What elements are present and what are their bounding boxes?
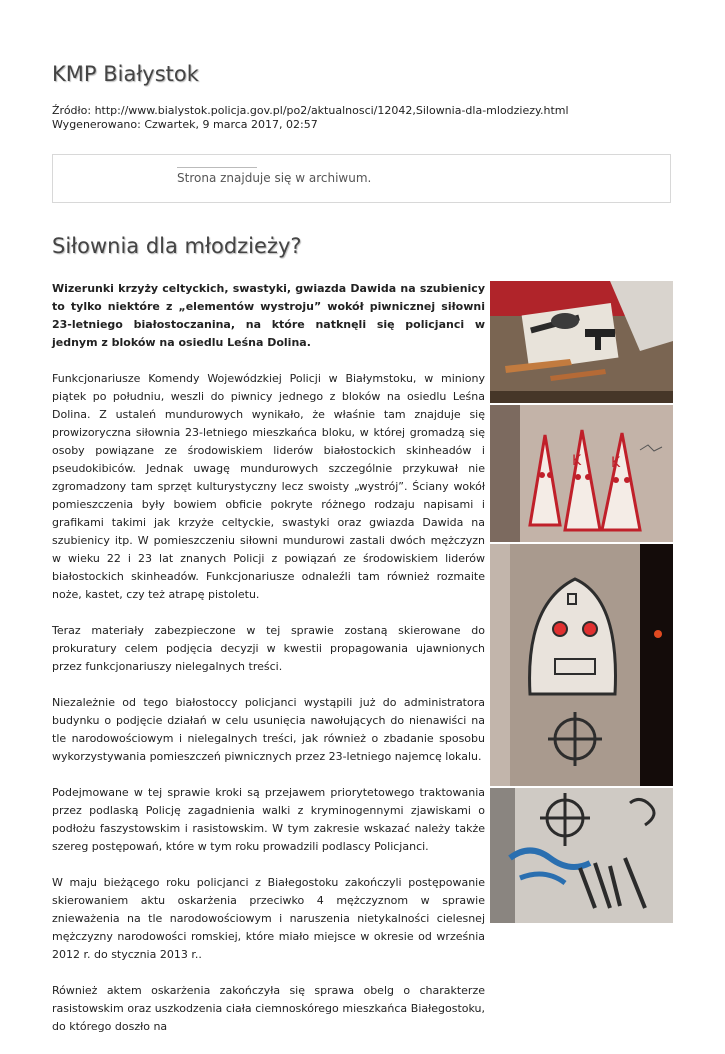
photo-knives	[490, 281, 673, 403]
document-meta	[52, 104, 569, 132]
site-title: KMP Białystok	[52, 62, 199, 86]
article-body	[52, 280, 485, 1054]
article-paragraph: Niezależnie od tego białostoccy policjanci wystąpili już do administratora budynku o podjęcie działań w celu usunięcia nawołujących do nienawiści na tle narodowościowym i nielegalnych treści, jak również o zbadanie sposobu wykorzystywania pomieszczeń piwnicznych przez 23-letniego najemcę lokalu.	[52, 696, 485, 763]
article-paragraph: Również aktem oskarżenia zakończyła się sprawa obelg o charakterze rasistowskim oraz uszkodzenia ciała ciemnoskórego mieszkańca Białegostoku, do którego doszło na	[52, 984, 485, 1033]
photo-celtic-cross-graffiti	[490, 788, 673, 923]
article-title: Siłownia dla młodzieży?	[52, 234, 302, 258]
source-line: Źródło: http://www.bialystok.policja.gov.pl/po2/aktualnosci/12042,Silownia-dla-mlodziezy.html	[52, 104, 569, 117]
article-paragraph: W maju bieżącego roku policjanci z Białegostoku zakończyli postępowanie skierowaniem aktu oskarżenia przeciwko 4 mężczyznom w sprawie znieważenia na tle narodowościowym i naruszenia nietykalności cielesnej mężczyzny narodowości romskiej, które miało miejsce w okresie od września 2012 r. do stycznia 2013 r..	[52, 876, 485, 961]
article-lead: Wizerunki krzyży celtyckich, swastyki, gwiazda Dawida na szubienicy to tylko niektóre z „elementów wystroju” wokół piwnicznej siłowni 23-letniego białostoczanina, na które natknęli się policjanci w jednym z bloków na osiedlu Leśna Dolina.	[52, 282, 485, 349]
photo-kkk-graffiti	[490, 405, 673, 542]
svg-text:K: K	[611, 455, 621, 471]
archive-notice-box	[52, 154, 671, 203]
archive-divider	[177, 167, 257, 168]
svg-text:K: K	[572, 453, 582, 469]
article-paragraph: Funkcjonariusze Komendy Wojewódzkiej Policji w Białymstoku, w miniony piątek po południu, weszli do piwnicy jednego z bloków na osiedlu Leśna Dolina. Z ustaleń mundurowych wynikało, że właśnie tam znajduje się prowizoryczna siłownia 23-letniego mieszkańca bloku, w której gromadzą się osoby powiązane ze środowiskiem liderów białostockich skinheadów i pseudokibiców. Jednak uwagę mundurowych szczególnie przykuwał nie zgromadzony tam sprzęt kulturystyczny lecz swoisty „wystrój”. Ściany wokół pomieszczenia były bowiem obficie pokryte różnego rodzaju napisami i grafikami takimi jak krzyże celtyckie, swastyki oraz gwiazda Dawida na szubienicy itp. W pomieszczeniu siłowni mundurowi zastali dwóch mężczyzn w wieku 22 i 23 lat znanych Policji z powiązań ze środowiskiem liderów białostockich skinheadów. Funkcjonariusze odnaleźli tam również rozmaite noże, kastet, czy też atrapę pistoletu.	[52, 372, 485, 601]
article-paragraph: Teraz materiały zabezpieczone w tej sprawie zostaną skierowane do prokuratury celem podjęcia decyzji w kwestii propagowania ujawnionych przez funkcjonariuszy nielegalnych treści.	[52, 624, 485, 673]
article-paragraph: Podejmowane w tej sprawie kroki są przejawem priorytetowego traktowania przez podlaską Policję zagadnienia walki z kryminogennymi zjawiskami o podłożu faszystowskim i rasistowskim. W tym zakresie wskazać należy także szereg postępowań, które w tym roku prowadzili podlascy Policjanci.	[52, 786, 485, 853]
generated-line: Wygenerowano: Czwartek, 9 marca 2017, 02:57	[52, 118, 318, 131]
archive-notice: Strona znajduje się w archiwum.	[177, 171, 372, 185]
photo-skull-graffiti	[490, 544, 673, 786]
